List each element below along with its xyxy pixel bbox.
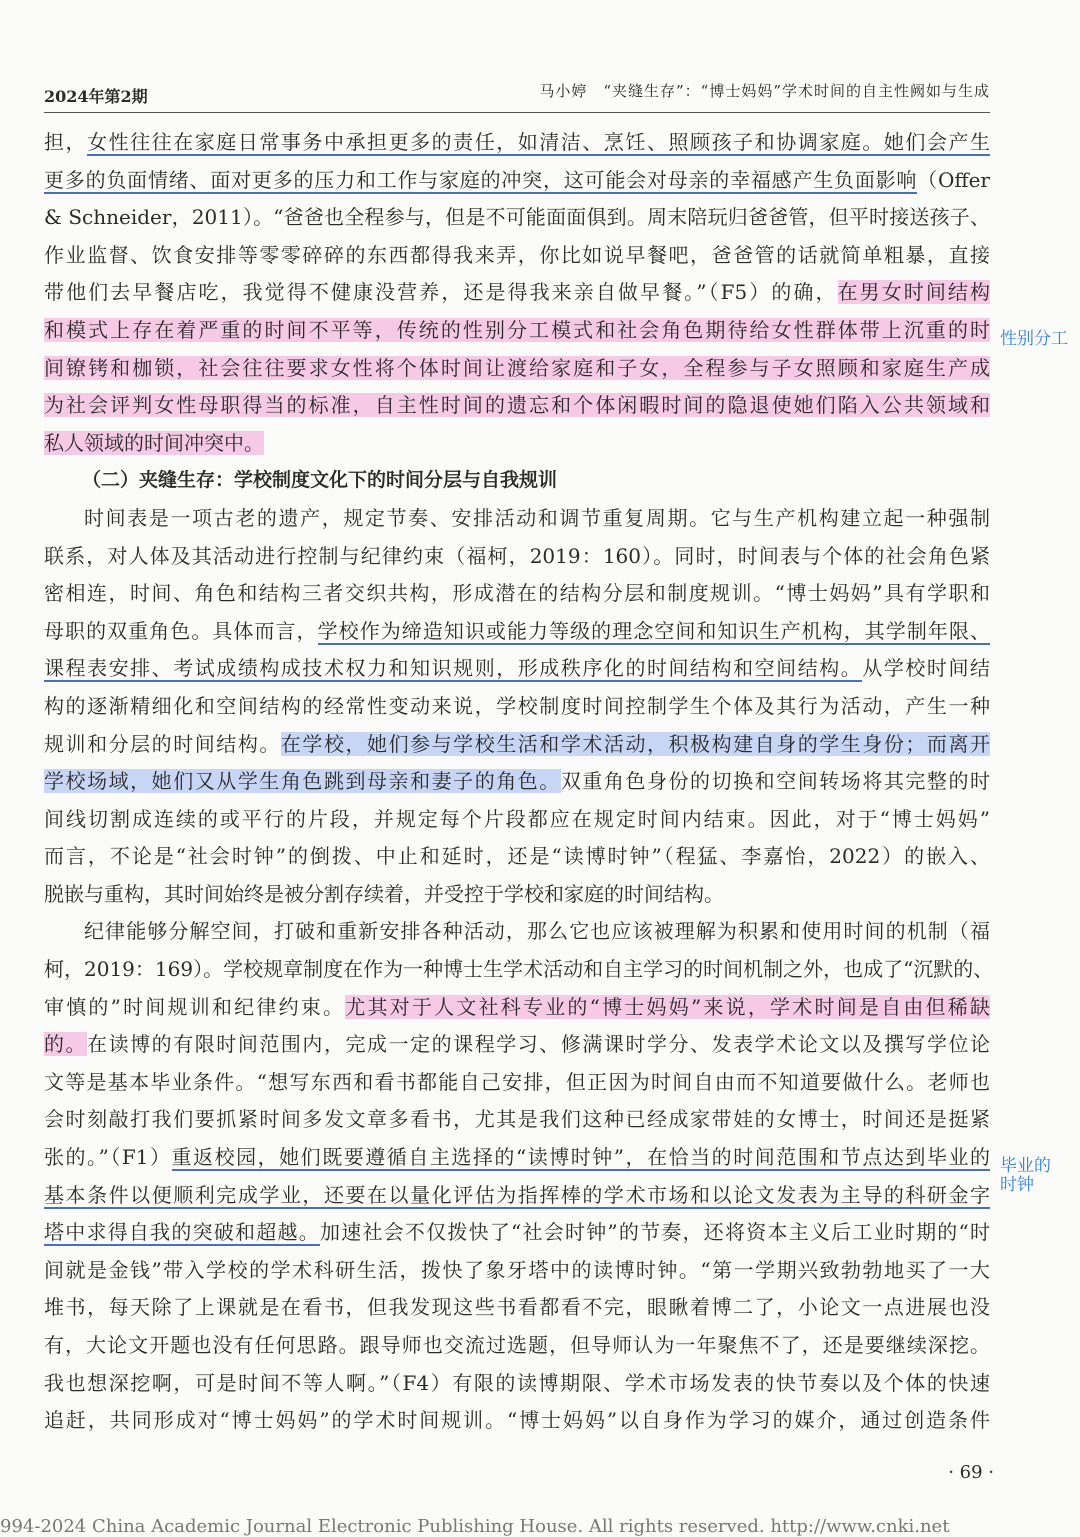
article-title: 马小婷 “夹缝生存”：“博士妈妈”学术时间的自主性阙如与生成	[539, 82, 990, 100]
header-rule	[44, 112, 990, 113]
highlight-pink: 尤其对于人文社科专业的“博士妈妈”来说，学术时间是自由但稀缺	[345, 994, 990, 1019]
text-run: 我也想深挖啊，可是时间不等人啊。”（F4）有限的读博期限、学术市场发表的快节奏以及个体的快速	[44, 1370, 990, 1395]
text-run: 密相连，时间、角色和结构三者交织共构，形成潜在的结构分层和制度规训。“博士妈妈”具有学职和	[44, 581, 990, 606]
text-run: 审慎的”时间规训和纪律约束。	[44, 994, 346, 1019]
text-line	[44, 1214, 990, 1252]
text-line	[44, 726, 990, 764]
text-line	[44, 650, 990, 688]
text-run: 带他们去早餐店吃，我觉得不健康没营养，还是得我来亲自做早餐。”（F5）的确，	[44, 280, 838, 305]
text-line	[44, 1177, 990, 1215]
text-line	[44, 1289, 990, 1327]
text-line	[44, 1327, 990, 1365]
page-number: · 69 ·	[948, 1462, 994, 1483]
text-run: 时间表是一项古老的遗产，规定节奏、安排活动和调节重复周期。它与生产机构建立起一种强制	[84, 505, 990, 530]
text-run: 在读博的有限时间范围内，完成一定的课程学习、修满课时学分、发表学术论文以及撰写学位论	[87, 1032, 991, 1057]
text-line	[44, 575, 990, 613]
text-line	[44, 387, 990, 425]
text-line	[44, 124, 990, 162]
text-line	[44, 312, 990, 350]
text-run: 母职的双重角色。具体而言，	[44, 618, 318, 643]
text-run: 间线切割成连续的或平行的片段，并规定每个片段都应在规定时间内结束。因此，对于“博士妈妈”	[44, 806, 990, 831]
text-line	[44, 538, 990, 576]
text-run: 加速社会不仅拨快了“社会时钟”的节奏，还将资本主义后工业时期的“时	[319, 1220, 990, 1245]
text-run: 双重角色身份的切换和空间转场将其完整的时	[560, 769, 991, 794]
text-line	[44, 1101, 990, 1139]
text-run: 追赶，共同形成对“博士妈妈”的学术时间规训。“博士妈妈”以自身作为学习的媒介，通过创造条件	[44, 1408, 990, 1433]
underline-blue: 基本条件以便顺利完成学业，还要在以量化评估为指挥棒的学术市场和以论文发表为主导的科研金字	[44, 1182, 990, 1207]
text-run: 间就是金钱”带入学校的学术科研生活，拨快了象牙塔中的读博时钟。“第一学期兴致勃勃地买了一大	[44, 1257, 990, 1282]
text-run: 纪律能够分解空间，打破和重新安排各种活动，那么它也应该被理解为积累和使用时间的机制（福	[84, 919, 990, 944]
underline-blue: 更多的负面情绪、面对更多的压力和工作与家庭的冲突，这可能会对母亲的幸福感产生负面影响	[44, 167, 918, 192]
text-line	[44, 613, 990, 651]
text-run: （Offer	[917, 167, 990, 192]
highlight-blue: 学校场域，她们又从学生角色跳到母亲和妻子的角色。	[44, 769, 561, 794]
margin-note-gender-division: 性别分工	[1000, 329, 1068, 349]
issue-label: 2024年第2期	[44, 87, 148, 106]
underline-blue: 塔中求得自我的突破和超越。	[44, 1220, 320, 1245]
highlight-pink: 为社会评判女性母职得当的标准，自主性时间的遗忘和个体闲暇时间的隐退使她们陷入公共领域和	[44, 393, 990, 418]
text-run: 脱嵌与重构，其时间始终是被分割存续着，并受控于学校和家庭的时间结构。	[44, 881, 724, 906]
text-run: 担，	[44, 130, 88, 154]
text-line	[44, 1252, 990, 1290]
text-line	[44, 1026, 990, 1064]
text-run: 张的。”（F1）	[44, 1145, 172, 1170]
text-line	[44, 425, 990, 463]
text-run: 而言，不论是“社会时钟”的倒拨、中止和延时，还是“读博时钟”（程猛、李嘉怡，2022）的嵌入、	[44, 844, 990, 869]
highlight-pink: 私人领域的时间冲突中。	[44, 430, 264, 455]
text-run: & Schneider，2011）。“爸爸也全程参与，但是不可能面面俱到。周末陪玩归爸爸管，但平时接送孩子、	[44, 205, 990, 230]
text-line	[44, 951, 994, 989]
article-body	[44, 124, 994, 1440]
underline-blue: 课程表安排、考试成绩构成技术权力和知识规则，形成秩序化的时间结构和空间结构。	[44, 656, 863, 681]
text-run: 规训和分层的时间结构。	[44, 731, 281, 756]
margin-note-graduation-clock: 毕业的时钟	[1000, 1156, 1051, 1195]
copyright-footer: 994-2024 China Academic Journal Electronic Publishing House. All rights reserved. http://www.cnki.net	[0, 1516, 950, 1537]
text-line	[44, 801, 990, 839]
text-run: 柯，2019：169）。学校规章制度在作为一种博士生学术活动和自主学习的时间机制之外，也成了“沉默的、	[44, 957, 994, 982]
text-run: 堆书，每天除了上课就是在看书，但我发现这些书看都看不完，眼瞅着博二了，小论文一点进展也没	[44, 1295, 990, 1320]
text-line	[44, 1402, 990, 1440]
running-header	[44, 80, 990, 106]
highlight-pink: 和模式上存在着严重的时间不平等，传统的性别分工模式和社会角色期待给女性群体带上沉重的时	[44, 317, 990, 342]
highlight-pink: 在男女时间结构	[837, 280, 991, 305]
text-line	[44, 838, 990, 876]
text-line	[44, 1064, 990, 1102]
text-run: 作业监督、饮食安排等零零碎碎的东西都得我来弄，你比如说早餐吧，爸爸管的话就简单粗暴，直接	[44, 242, 990, 267]
underline-blue: 学校作为缔造知识或能力等级的理念空间和知识生产机构，其学制年限、	[317, 618, 991, 643]
text-line	[44, 350, 990, 388]
text-line	[44, 274, 990, 312]
text-run: 从学校时间结	[862, 656, 991, 681]
text-run: 有，大论文开题也没有任何思路。跟导师也交流过选题，但导师认为一年聚焦不了，还是要继续深挖。	[44, 1333, 990, 1357]
text-line	[44, 688, 990, 726]
text-line	[44, 913, 990, 951]
text-line	[44, 876, 990, 914]
highlight-blue: 在学校，她们参与学校生活和学术活动，积极构建自身的学生身份；而离开	[280, 731, 991, 756]
text-run: 会时刻敲打我们要抓紧时间多发文章多看书，尤其是我们这种已经成家带娃的女博士，时间还是挺紧	[44, 1107, 990, 1132]
text-run: 构的逐渐精细化和空间结构的经常性变动来说，学校制度时间控制学生个体及其行为活动，产生一种	[44, 693, 990, 718]
highlight-pink: 间镣铐和枷锁，社会往往要求女性将个体时间让渡给家庭和子女，全程参与子女照顾和家庭生产成	[44, 355, 990, 380]
text-line	[44, 763, 990, 801]
highlight-pink: 的。	[44, 1032, 88, 1057]
text-line	[44, 237, 990, 275]
underline-blue: 重返校园，她们既要遵循自主选择的“读博时钟”，在恰当的时间范围和节点达到毕业的	[171, 1145, 990, 1170]
section-heading	[44, 462, 990, 500]
text-run: 联系，对人体及其活动进行控制与纪律约束（福柯，2019：160）。同时，时间表与个体的社会角色紧	[44, 543, 990, 568]
text-line	[44, 1365, 990, 1403]
underline-blue: 女性往往在家庭日常事务中承担更多的责任，如清洁、烹饪、照顾孩子和协调家庭。	[87, 130, 884, 154]
text-line	[44, 1139, 990, 1177]
text-run: 文等是基本毕业条件。“想写东西和看书都能自己安排，但正因为时间自由而不知道要做什么。老师也	[44, 1069, 990, 1094]
text-line	[44, 500, 990, 538]
text-line	[44, 989, 990, 1027]
underline-blue: 她们会产生	[883, 130, 991, 154]
text-line	[44, 199, 990, 237]
text-run: （二）夹缝生存：学校制度文化下的时间分层与自我规训	[82, 469, 558, 492]
text-line	[44, 162, 990, 200]
